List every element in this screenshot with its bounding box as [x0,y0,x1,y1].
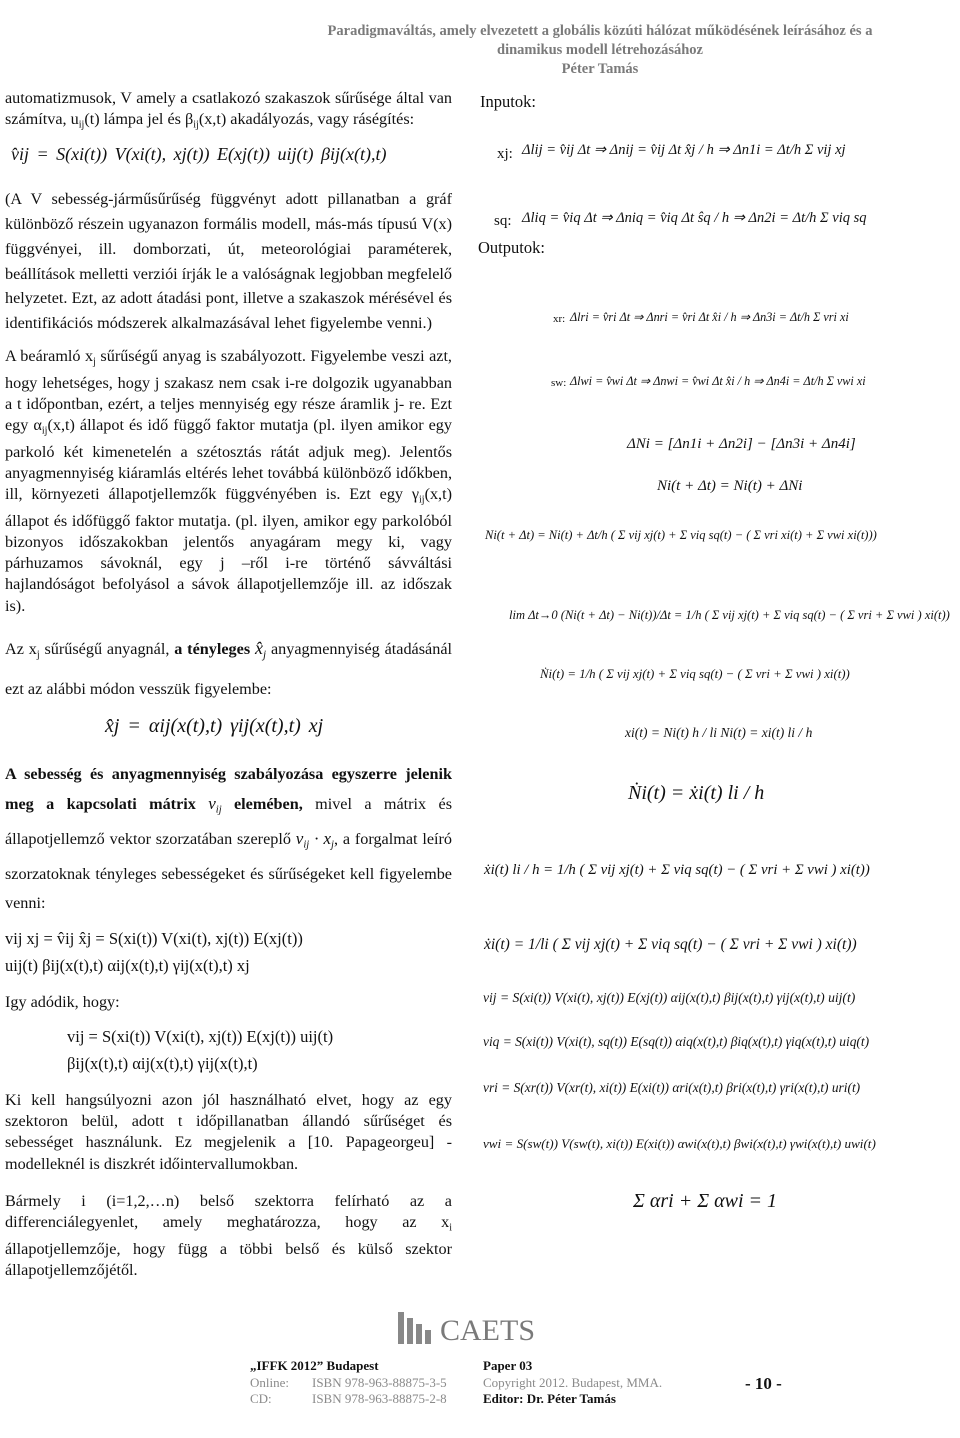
equation-vij-hat: v̂ij = S(xi(t)) V(xi(t), xj(t)) E(xj(t)) uij(t) βij(x(t),t) [11,143,387,164]
outputs-label: Outputok: [478,238,545,257]
equation-delta-N: ΔNi = [Δn1i + Δn2i] − [Δn3i + Δn4i] [627,436,856,452]
page-number: - 10 - [745,1374,782,1393]
paragraph-4: Az $x_j$ sűrűségű anyagnál, a tényleges $x̂_j$ anyagmennyiség átadásánál ezt az alábbi módon vesszük figyelembe: [5,637,452,699]
equation-N-dot: Ṅi(t) = 1/h ( Σ vij xj(t) + Σ viq sq(t) − ( Σ vri + Σ vwi ) xi(t)) [540,667,850,681]
equation-N-expanded: Ni(t + Δt) = Ni(t) + Δt/h ( Σ vij xj(t) + Σ viq sq(t) − ( Σ vri xi(t) + Σ vwi xi(t))) [485,528,877,542]
paragraph-2: (A V sebesség-járműsűrűség függvényt adott pillanatban a gráf különböző részein ugyanazon formális modell, más-más típusú V(x) függvényei, ill. domborzati, út, meteorológiai paraméterek, beállítások melletti verziói írják le a valóságnak legjobban megfelelő helyzetet. Ezt, az adott átadási pont, illetve a szakaszok mérésével és identifikációs módszerek alkalmazásával lehet figyelembe venni.) [5,190,452,333]
equation-vij-2: βij(x(t),t) αij(x(t),t) γij(x(t),t) [67,1053,258,1073]
equation-v-iq: viq = S(xi(t)) V(xi(t), sq(t)) E(sq(t)) αiq(x(t),t) βiq(x(t),t) γiq(x(t),t) uiq(t) [483,1034,870,1049]
equation-vx-1: vij xj = v̂ij x̂j = S(xi(t)) V(xi(t), xj(t)) E(xj(t)) [5,928,303,948]
equation-v-ij: vij = S(xi(t)) V(xi(t), xj(t)) E(xj(t)) αij(x(t),t) βij(x(t),t) γij(x(t),t) uij(t) [483,990,856,1005]
sq-label: sq: [494,213,512,229]
header-author: Péter Tamás [561,61,639,77]
equation-sq-input: Δliq = v̂iq Δt ⇒ Δniq = v̂iq Δt ŝq / h ⇒ Δn2i = Δt/h Σ viq sq [522,210,867,226]
cd-isbn: ISBN 978-963-88875-2-8 [312,1391,447,1406]
editor: Editor: Dr. Péter Tamás [483,1391,616,1406]
equation-v-wi: vwi = S(sw(t)) V(sw(t), xi(t)) E(xi(t)) αwi(x(t),t) βwi(x(t),t) γwi(x(t),t) uwi(t) [483,1136,876,1151]
conference-name: „IFFK 2012” Budapest [250,1358,379,1373]
equation-xr-output: Δlri = v̂ri Δt ⇒ Δnri = v̂ri Δt x̂i / h ⇒ Δn3i = Δt/h Σ vri xi [570,310,849,324]
footer-right [483,1358,662,1408]
cd-label: CD: [250,1391,272,1406]
equation-xdot-1: ẋi(t) li / h = 1/h ( Σ vij xj(t) + Σ viq sq(t) − ( Σ vri + Σ vwi ) xi(t)) [484,862,870,878]
equation-xdot-2: ẋi(t) = 1/li ( Σ vij xj(t) + Σ viq sq(t) − ( Σ vri + Σ vwi ) xi(t)) [484,936,857,953]
xr-label: xr: [553,313,566,325]
left-column [5,88,452,1291]
equation-limit: lim Δt→0 (Ni(t + Δt) − Ni(t))/Δt = 1/h ( Σ vij xj(t) + Σ viq sq(t) − ( Σ vri + Σ vwi ) xi(t)) [509,608,950,622]
paragraph-5: A sebesség és anyagmennyiség szabályozása egyszerre jelenik meg a kapcsolati mátrix $v_{ij}$ elemében, mivel a mátrix és állapotjellemző vektor szorzatában szereplő $v_{ij} \cdot x_j$, a forgalmat leíró szorzatoknak tényleges sebességeket és sűrűségeket kell figyelembe venni: [5,764,452,912]
equation-xj-input: Δlij = v̂ij Δt ⇒ Δnij = v̂ij Δt x̂j / h ⇒ Δn1i = Δt/h Σ vij xj [522,142,846,158]
equation-vij-1: vij = S(xi(t)) V(xi(t), xj(t)) E(xj(t)) uij(t) [67,1026,334,1046]
paragraph-8: Bármely i (i=1,2,…n) belső szektorra felírható az a differenciálegyenlet, amely meghatározza, hogy az $x_i$ állapotjellemzője, hogy függ a többi belső és külső szektor állapotjellemzőjétől. [5,1191,452,1279]
paragraph-7: Ki kell hangsúlyozni azon jól használható elvet, hogy az egy szektoron belül, adott t időpillanatban állandó sűrűséget és sebességet használunk. Ez megjelenik a [10. Papageorgeu] - modelleknél is diszkrét időintervallumokban. [5,1090,452,1173]
paragraph-3: A beáramló $x_j$ sűrűségű anyag is szabályozott. Figyelembe veszi azt, hogy lehetséges, hogy j szakasz nem csak i-re dolgozik ugyanabban a t időpontban, ezért, a teljes mennyiség egy része áramlik j- re. Ezt egy $\alpha_{ij}(x,t)$ állapot és idő függő faktor mutatja (pl. ilyen amikor egy parkoló két kimenetelén a szétosztás rátát adjuk meg). Jelentős anyagmennyiség kiáramlás eltérés lehet továbbá különböző időkben, ill, környezeti állapotjellemzők függvényében is. Ezt egy $\gamma_{ij}(x,t)$ állapot és időfüggő faktor mutatja. (pl. ilyen, amikor egy parkolóból bizonyos időszakokban jelentős anyagáram megy ki, vagy párhuzamos sávoknál, egy j –ről i-re történő sávváltási hajlandóságot befolyásol a sávok állapotjellemzője ill. az időszak is). [5,346,452,615]
header-title-line2: dinamikus modell létrehozásához [497,42,703,58]
caets-logo [398,1308,558,1348]
xj-label: xj: [497,146,513,162]
inputs-label: Inputok: [480,92,536,111]
paragraph-1: automatizmusok, V amely a csatlakozó szakaszok sűrűsége által van számítva, $u_{ij}(t)$ lámpa jel és $\beta_{ij}(x,t)$ akadályozás, vagy ráségítés: [5,89,452,131]
equation-vx-2: uij(t) βij(x(t),t) αij(x(t),t) γij(x(t),t) xj [5,956,250,976]
equation-N-update: Ni(t + Δt) = Ni(t) + ΔNi [657,478,803,494]
footer-left [250,1358,447,1408]
copyright: Copyright 2012. Budapest, MMA. [483,1374,663,1390]
header-title-line1: Paradigmaváltás, amely elvezetett a globális közúti hálózat működésének leírásához és a [327,23,873,39]
sw-label: sw: [551,377,567,389]
equation-sw-output: Δlwi = v̂wi Δt ⇒ Δnwi = v̂wi Δt x̂i / h ⇒ Δn4i = Δt/h Σ vwi xi [570,374,866,388]
equation-xj-hat: x̂j = αij(x(t),t) γij(x(t),t) xj [105,715,324,738]
running-header [250,22,950,79]
equation-x-N: xi(t) = Ni(t) h / li Ni(t) = xi(t) li / h [625,725,813,740]
equation-v-ri: vri = S(xr(t)) V(xr(t), xi(t)) E(xi(t)) αri(x(t),t) βri(x(t),t) γri(x(t),t) uri(t) [483,1080,861,1095]
online-label: Online: [250,1374,289,1390]
paper-number: Paper 03 [483,1358,533,1373]
equation-N-dot-x: Ṅi(t) = ẋi(t) li / h [628,782,765,804]
paragraph-6: Igy adódik, hogy: [5,993,120,1012]
logo-text: CAETS [440,1314,536,1347]
equation-alpha-sum: Σ αri + Σ αwi = 1 [633,1190,777,1212]
online-isbn: ISBN 978-963-88875-3-5 [312,1374,447,1390]
